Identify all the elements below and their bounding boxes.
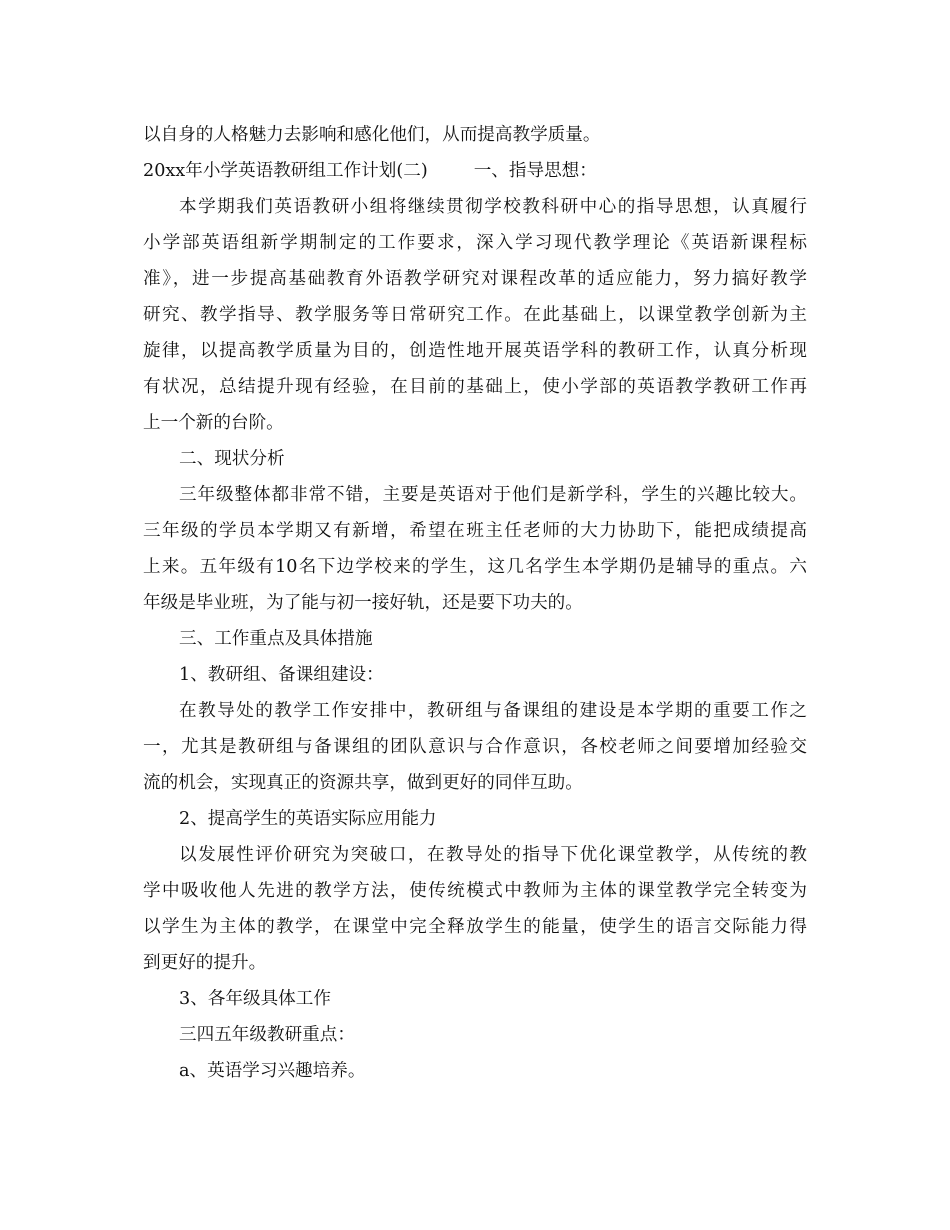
subsection-heading: 1、教研组、备课组建设： bbox=[179, 665, 384, 685]
paragraph-line: 一，尤其是教研组与备课组的团队意识与合作意识，各校老师之间要增加经验交 bbox=[143, 737, 807, 757]
paragraph-line: 以学生为主体的教学，在课堂中完全释放学生的能量，使学生的语言交际能力得 bbox=[143, 917, 807, 937]
paragraph-line: 研究、教学指导、教学服务等日常研究工作。在此基础上，以课堂教学创新为主 bbox=[143, 305, 807, 325]
paragraph-line: 本学期我们英语教研小组将继续贯彻学校教科研中心的指导思想，认真履行 bbox=[179, 197, 807, 217]
section-heading: 一、指导思想： bbox=[473, 161, 597, 181]
section-heading: 三、工作重点及具体措施 bbox=[179, 629, 373, 649]
paragraph-line: 以发展性评价研究为突破口，在教导处的指导下优化课堂教学，从传统的教 bbox=[179, 845, 807, 865]
paragraph-line: 上一个新的台阶。 bbox=[143, 413, 284, 433]
title-line bbox=[143, 153, 807, 189]
list-heading: 三四五年级教研重点： bbox=[179, 1025, 355, 1045]
document-title: 20xx年小学英语教研组工作计划(二) bbox=[143, 161, 428, 181]
paragraph-line: 年级是毕业班，为了能与初一接好轨，还是要下功夫的。 bbox=[143, 593, 583, 613]
list-item: a、英语学习兴趣培养。 bbox=[179, 1061, 366, 1081]
paragraph-line: 上来。五年级有10名下边学校来的学生，这几名学生本学期仍是辅导的重点。六 bbox=[143, 557, 807, 577]
paragraph-line: 到更好的提升。 bbox=[143, 953, 267, 973]
paragraph-line: 三年级整体都非常不错，主要是英语对于他们是新学科，学生的兴趣比较大。 bbox=[179, 485, 807, 505]
paragraph-line: 小学部英语组新学期制定的工作要求，深入学习现代教学理论《英语新课程标 bbox=[143, 233, 807, 253]
paragraph-line: 旋律，以提高教学质量为目的，创造性地开展英语学科的教研工作，认真分析现 bbox=[143, 341, 807, 361]
paragraph-line: 流的机会，实现真正的资源共享，做到更好的同伴互助。 bbox=[143, 773, 583, 793]
paragraph-line: 以自身的人格魅力去影响和感化他们，从而提高教学质量。 bbox=[143, 125, 601, 145]
subsection-heading: 3、各年级具体工作 bbox=[179, 989, 331, 1009]
subsection-heading: 2、提高学生的英语实际应用能力 bbox=[179, 809, 437, 829]
section-heading: 二、现状分析 bbox=[179, 449, 285, 469]
document-page bbox=[143, 117, 807, 1089]
paragraph-line: 准》，进一步提高基础教育外语教学研究对课程改革的适应能力，努力搞好教学 bbox=[143, 269, 807, 289]
paragraph-line: 在教导处的教学工作安排中，教研组与备课组的建设是本学期的重要工作之 bbox=[179, 701, 807, 721]
paragraph-line: 学中吸收他人先进的教学方法，使传统模式中教师为主体的课堂教学完全转变为 bbox=[143, 881, 807, 901]
paragraph-line: 有状况，总结提升现有经验，在目前的基础上，使小学部的英语教学教研工作再 bbox=[143, 377, 807, 397]
paragraph-line: 三年级的学员本学期又有新增，希望在班主任老师的大力协助下，能把成绩提高 bbox=[143, 521, 807, 541]
